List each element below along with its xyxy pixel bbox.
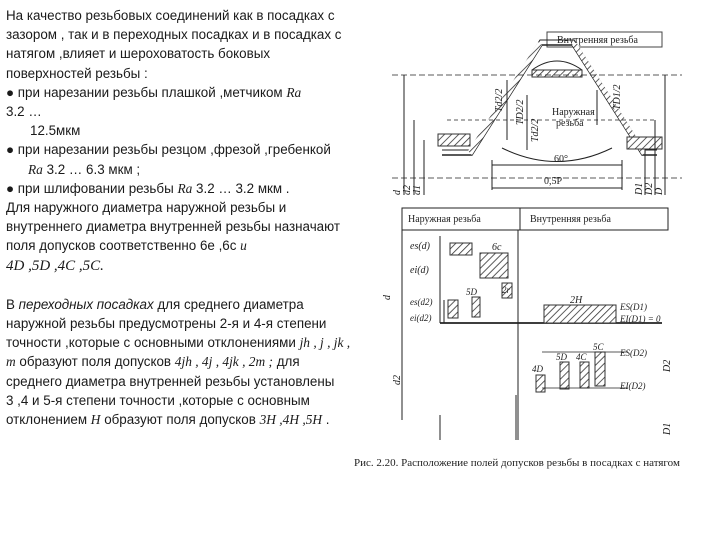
zone-6c-label: 6c — [492, 242, 502, 253]
zone-2H-label: 2H — [570, 295, 583, 306]
bullet-cutter: ● при нарезании резьбы резцом ,фрезой ,гребенкой — [6, 142, 331, 158]
ei-d-label: ei(d) — [410, 265, 429, 276]
zone-5D-top — [472, 297, 480, 317]
zone-5C-label: 5C — [593, 342, 604, 352]
td1-half-label: TD1/2 — [612, 84, 623, 110]
body-text — [6, 6, 351, 429]
td2-half-label-b: TD2/2 — [515, 99, 526, 125]
d2-label-top: d2 — [402, 185, 413, 195]
zone-5D — [560, 362, 569, 389]
outer-thread-header-label: Наружная резьба — [408, 214, 481, 225]
inner-thread-label: Внутренняя резьба — [557, 35, 638, 46]
root-zone-left — [438, 134, 470, 146]
d-label-top: d — [392, 190, 403, 195]
zone-6c — [480, 253, 508, 278]
paragraph-intro: На качество резьбовых соединений как в посадках с зазором , так и в переходных посадках и в посадках с натягом ,влияет и шероховатость боковых поверхностей резьбы : — [6, 8, 342, 81]
D-label-top: D — [654, 187, 665, 195]
figure-caption: Рис. 2.20. Расположение полей допусков резьбы в посадках с натягом — [354, 457, 680, 469]
paragraph-transition-fits: В переходных посадках для среднего диаметра наружной резьбы предусмотрены 2-я и 4-я степени точности ,которые с основными отклонениями jh , j , jk , m образуют поля допусков 4jh , 4j , 4jk , 2m ; для среднего диаметра внутренней резьбы установлены — [6, 296, 351, 389]
zone-2H — [544, 305, 616, 323]
outer-thread-label-1: Наружная — [552, 107, 595, 118]
zone-2r-label: 2r — [502, 285, 511, 295]
bullet-die-tap-cont: 3.2 … — [6, 104, 42, 120]
thread-profile-diagram — [392, 32, 682, 195]
D2-label-bottom: D2 — [662, 359, 673, 372]
ei-d2-label: ei(d2) — [410, 313, 432, 323]
inner-thread-header-label: Внутренняя резьба — [530, 214, 611, 225]
D2-label-top: D2 — [644, 182, 655, 195]
zone-4D-label: 4D — [532, 364, 543, 374]
zone-5C — [595, 352, 605, 386]
thread-tolerance-figure — [352, 0, 712, 480]
outer-thread-label-2: резьба — [556, 118, 584, 129]
angle-label: 60° — [554, 154, 568, 165]
paragraph-tolerance-fields: Для наружного диаметра наружной резьбы и внутреннего диаметра внутренней резьбы назначают поля допусков соответственно 6е ,6с и 4D ,5D ,4C ,5C. — [6, 200, 341, 274]
zone-4C-label: 4C — [576, 352, 587, 362]
root-zone-right — [627, 137, 662, 149]
pitch-label: 0,5P — [544, 176, 563, 187]
ES-D2-label: ES(D2) — [620, 348, 647, 358]
bullet-cutter-value: Ra 3.2 … 6.3 мкм ; — [28, 161, 141, 177]
bullet-grinding: ● при шлифовании резьбы Ra 3.2 … 3.2 мкм . — [6, 180, 290, 196]
es-d2-label: es(d2) — [410, 297, 433, 307]
zone-4C — [580, 362, 589, 388]
D1-label-bottom: D1 — [662, 422, 673, 435]
d2-label-bottom: d2 — [392, 375, 403, 385]
zone-es-d — [450, 243, 472, 255]
zone-es-d2 — [448, 300, 458, 318]
EI-D2-label: EI(D2) — [620, 381, 646, 391]
inner-profile-line — [442, 40, 657, 150]
bullet-die-tap-value: 12.5мкм — [30, 123, 81, 139]
ES-D1-label: ES(D1) — [620, 302, 647, 312]
paragraph-internal-thread: 3 ,4 и 5-я степени точности ,которые с основным отклонением H образуют поля допусков 3H ,4H ,5H . — [6, 392, 330, 428]
d-label-bottom: d — [382, 295, 393, 300]
tolerance-zones-diagram — [402, 208, 668, 440]
crest-zone — [532, 70, 582, 77]
td2-half-label-c: Td2/2 — [530, 118, 541, 142]
bullet-die-tap: ● при нарезании резьбы плашкой ,метчиком Ra — [6, 84, 302, 100]
zone-4D — [536, 375, 545, 392]
D1-label-top: D1 — [634, 182, 645, 195]
zone-5D-top-label: 5D — [466, 287, 477, 297]
d1-label-top: d1 — [412, 185, 423, 195]
zone-5D-label: 5D — [556, 352, 567, 362]
es-d-label: es(d) — [410, 241, 430, 252]
EI-D1-label: EI(D1) = 0 — [620, 314, 661, 324]
td2-half-label: Td2/2 — [494, 88, 505, 112]
crest-arc — [532, 61, 582, 70]
